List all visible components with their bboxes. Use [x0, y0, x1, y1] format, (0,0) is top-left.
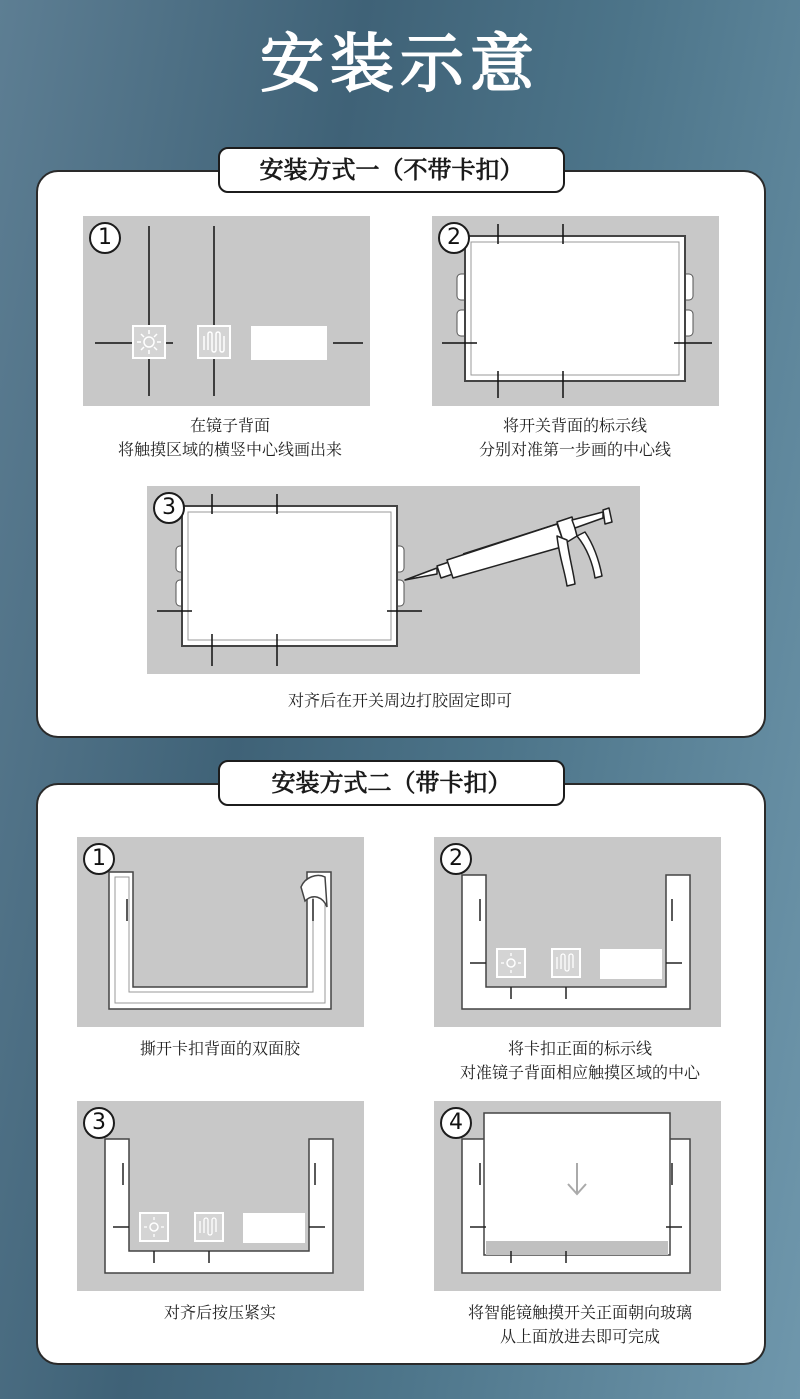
method-2-step-1-illustration: [77, 837, 364, 1027]
step-badge: 3: [83, 1107, 115, 1139]
display-screen: [243, 1213, 305, 1243]
display-screen: [251, 326, 327, 360]
method-2-step-2-illustration: [434, 837, 721, 1027]
method-2-step-1-caption: 撕开卡扣背面的双面胶: [139, 1039, 300, 1058]
method-2-step-2-caption: 将卡扣正面的标示线 对准镜子背面相应触摸区域的中心: [459, 1039, 700, 1082]
glue-gun-icon: [405, 508, 612, 586]
defog-icon: [552, 949, 580, 977]
method-2-step-4-caption: 将智能镜触摸开关正面朝向玻璃 从上面放进去即可完成: [467, 1303, 692, 1346]
sun-icon: [133, 326, 165, 358]
defog-icon: [198, 326, 230, 358]
step-badge: 1: [89, 222, 121, 254]
step-badge: 1: [83, 843, 115, 875]
method-1-step-2-illustration: [432, 216, 719, 406]
display-screen: [600, 949, 662, 979]
sun-icon: [497, 949, 525, 977]
method-1-step-2-caption: 将开关背面的标示线 分别对准第一步画的中心线: [478, 416, 671, 459]
step-badge: 3: [153, 492, 185, 524]
method-2-step-4-illustration: [434, 1101, 721, 1291]
step-badge: 2: [438, 222, 470, 254]
method-2-title: 安装方式二（带卡扣）: [218, 760, 565, 806]
sun-icon: [140, 1213, 168, 1241]
method-1-step-3-caption: 对齐后在开关周边打胶固定即可: [287, 691, 512, 710]
method-1-step-1-illustration: [83, 216, 370, 406]
method-2-step-3-caption: 对齐后按压紧实: [163, 1303, 276, 1322]
step-badge: 4: [440, 1107, 472, 1139]
page-title: 安装示意: [260, 28, 540, 102]
method-1-step-3-illustration: [147, 486, 640, 674]
method-1-title: 安装方式一（不带卡扣）: [218, 147, 565, 193]
method-2-step-3-illustration: [77, 1101, 364, 1291]
method-1-step-1-caption: 在镜子背面 将触摸区域的横竖中心线画出来: [117, 416, 342, 459]
step-badge: 2: [440, 843, 472, 875]
defog-icon: [195, 1213, 223, 1241]
